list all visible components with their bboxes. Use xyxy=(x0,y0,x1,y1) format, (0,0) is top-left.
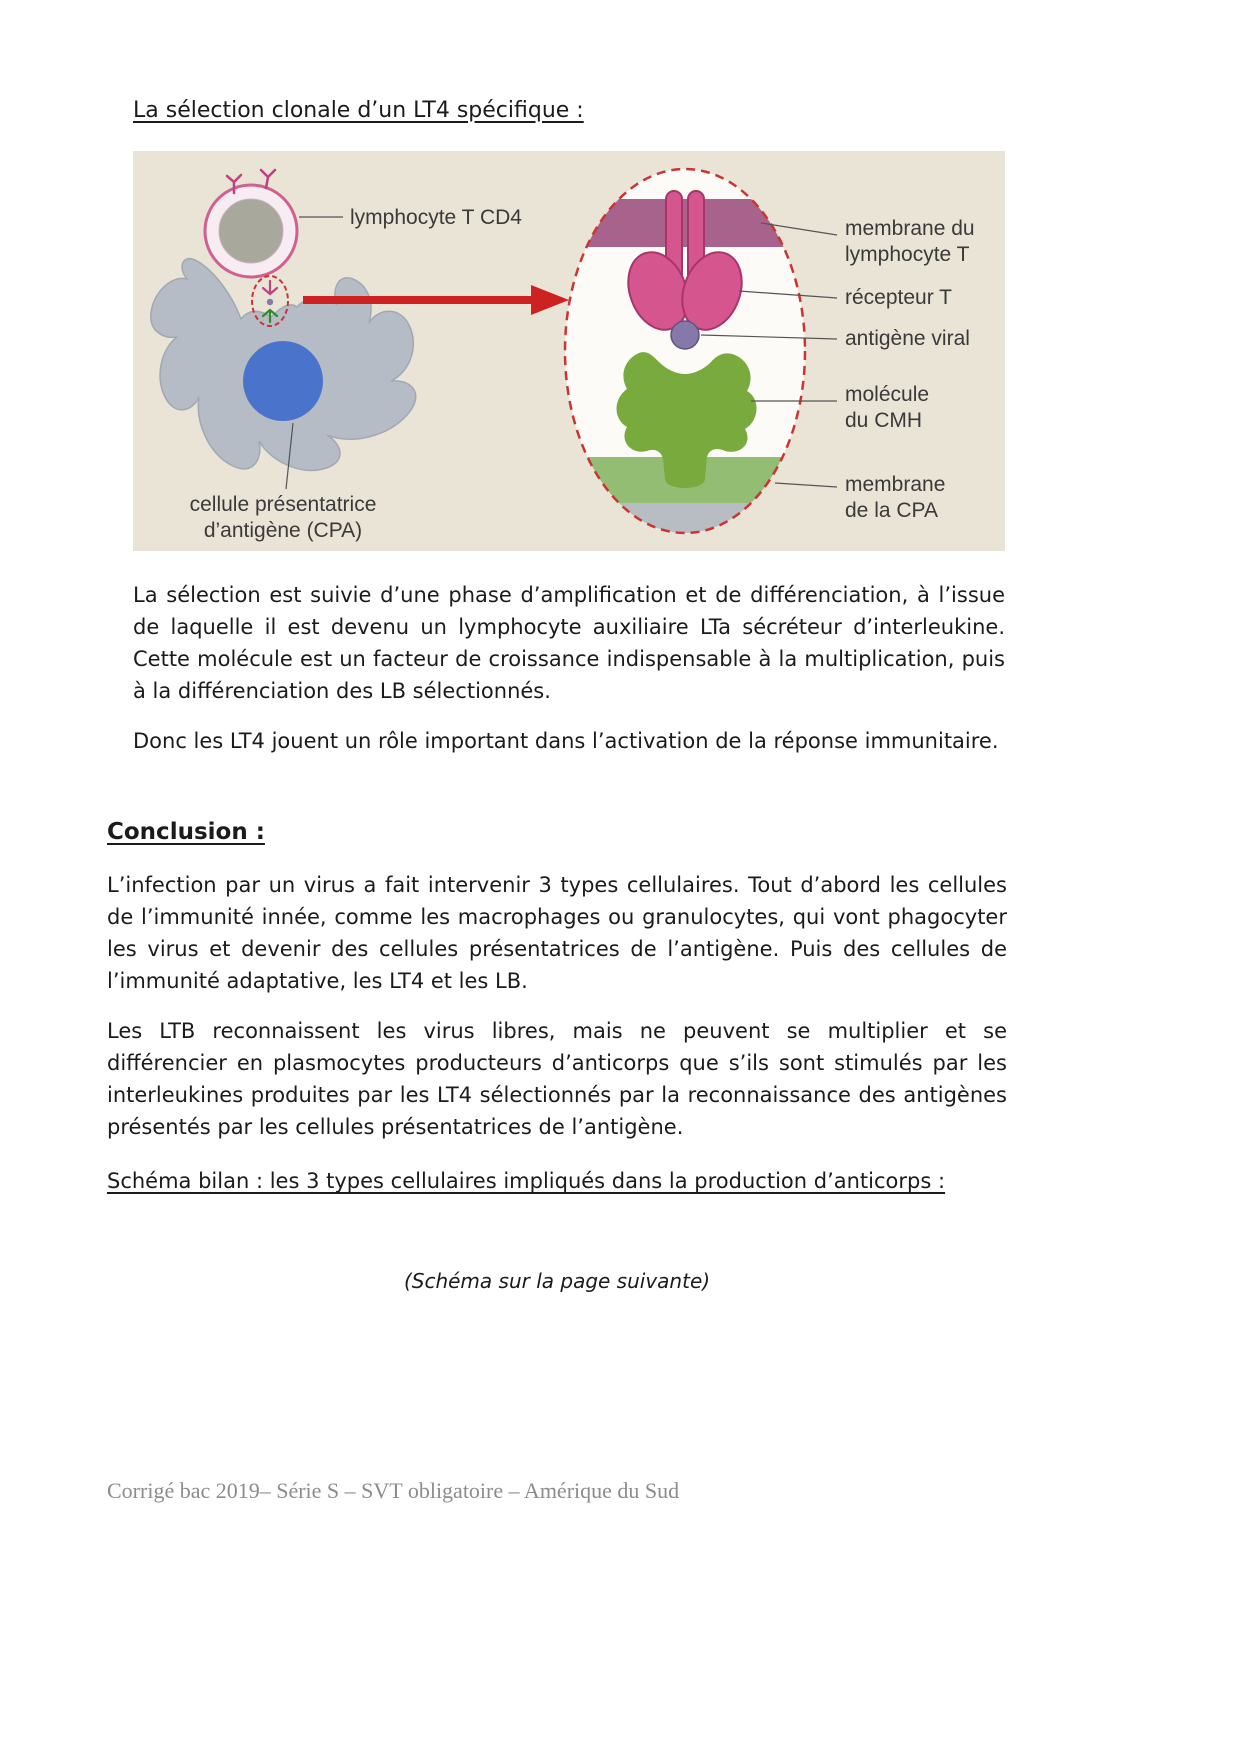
paragraph-infection-3-types: L’infection par un virus a fait intervenir 3 types cellulaires. Tout d’abord les cellules de l’immunité innée, comme les macrophages ou granulocytes, qui vont phagocyter les virus et devenir des cellules présentatrices de l’antigène. Puis des cellules de l’immunité adaptative, les LT4 et les LB. xyxy=(107,873,1007,993)
molecule-cmh-label-line2: du CMH xyxy=(845,409,923,432)
membrane-cpa-label-line1: membrane xyxy=(845,473,946,496)
cpa-label-line1: cellule présentatrice xyxy=(189,493,377,516)
recepteur-t-label: récepteur T xyxy=(845,286,952,309)
lymphocyte-label: lymphocyte T CD4 xyxy=(350,206,522,229)
section-heading-selection-clonale: La sélection clonale d’un LT4 spécifique : xyxy=(133,98,584,123)
cpa-label-line2: d’antigène (CPA) xyxy=(203,519,363,542)
antigene-viral-shape xyxy=(671,321,699,349)
paragraph-ltb-plasmocytes: Les LTB reconnaissent les virus libres, mais ne peuvent se multiplier et se différencier en plasmocytes producteurs d’anticorps que s’ils sont stimulés par les interleukines produites par les LT4 sélectionnés par la reconnaissance des antigènes présentés par les cellules présentatrices de l’antigène. xyxy=(107,1019,1007,1139)
page-footer: Corrigé bac 2019– Série S – SVT obligatoire – Amérique du Sud xyxy=(107,1478,680,1503)
paragraph-role-lt4: Donc les LT4 jouent un rôle important dans l’activation de la réponse immunitaire. xyxy=(133,729,999,753)
schema-bilan-heading: Schéma bilan : les 3 types cellulaires impliqués dans la production d’anticorps : xyxy=(107,1169,946,1193)
conclusion-heading: Conclusion : xyxy=(107,819,265,845)
clonal-selection-svg xyxy=(133,151,1005,551)
membrane-lt-label-line2: lymphocyte T xyxy=(845,243,970,266)
lymphocyte-nucleus xyxy=(219,199,283,263)
membrane-cpa-label-line2: de la CPA xyxy=(845,499,938,522)
antigene-viral-label: antigène viral xyxy=(845,327,970,350)
paragraph-amplification-differenciation: La sélection est suivie d’une phase d’amplification et de différenciation, à l’issue de laquelle il est devenu un lymphocyte auxiliaire LTa sécréteur d’interleukine. Cette molécule est un facteur de croissance indispensable à la multiplication, puis à la différenciation des LB sélectionnés. xyxy=(133,583,1005,703)
molecule-cmh-label-line1: molécule xyxy=(845,383,930,406)
membrane-lt-label-line1: membrane du xyxy=(845,217,975,240)
cpa-nucleus xyxy=(243,341,323,421)
page-content xyxy=(107,98,1007,1293)
clonal-selection-figure xyxy=(133,151,1005,551)
schema-note: (Schéma sur la page suivante) xyxy=(403,1269,711,1293)
antigen-dot-icon xyxy=(267,299,273,305)
